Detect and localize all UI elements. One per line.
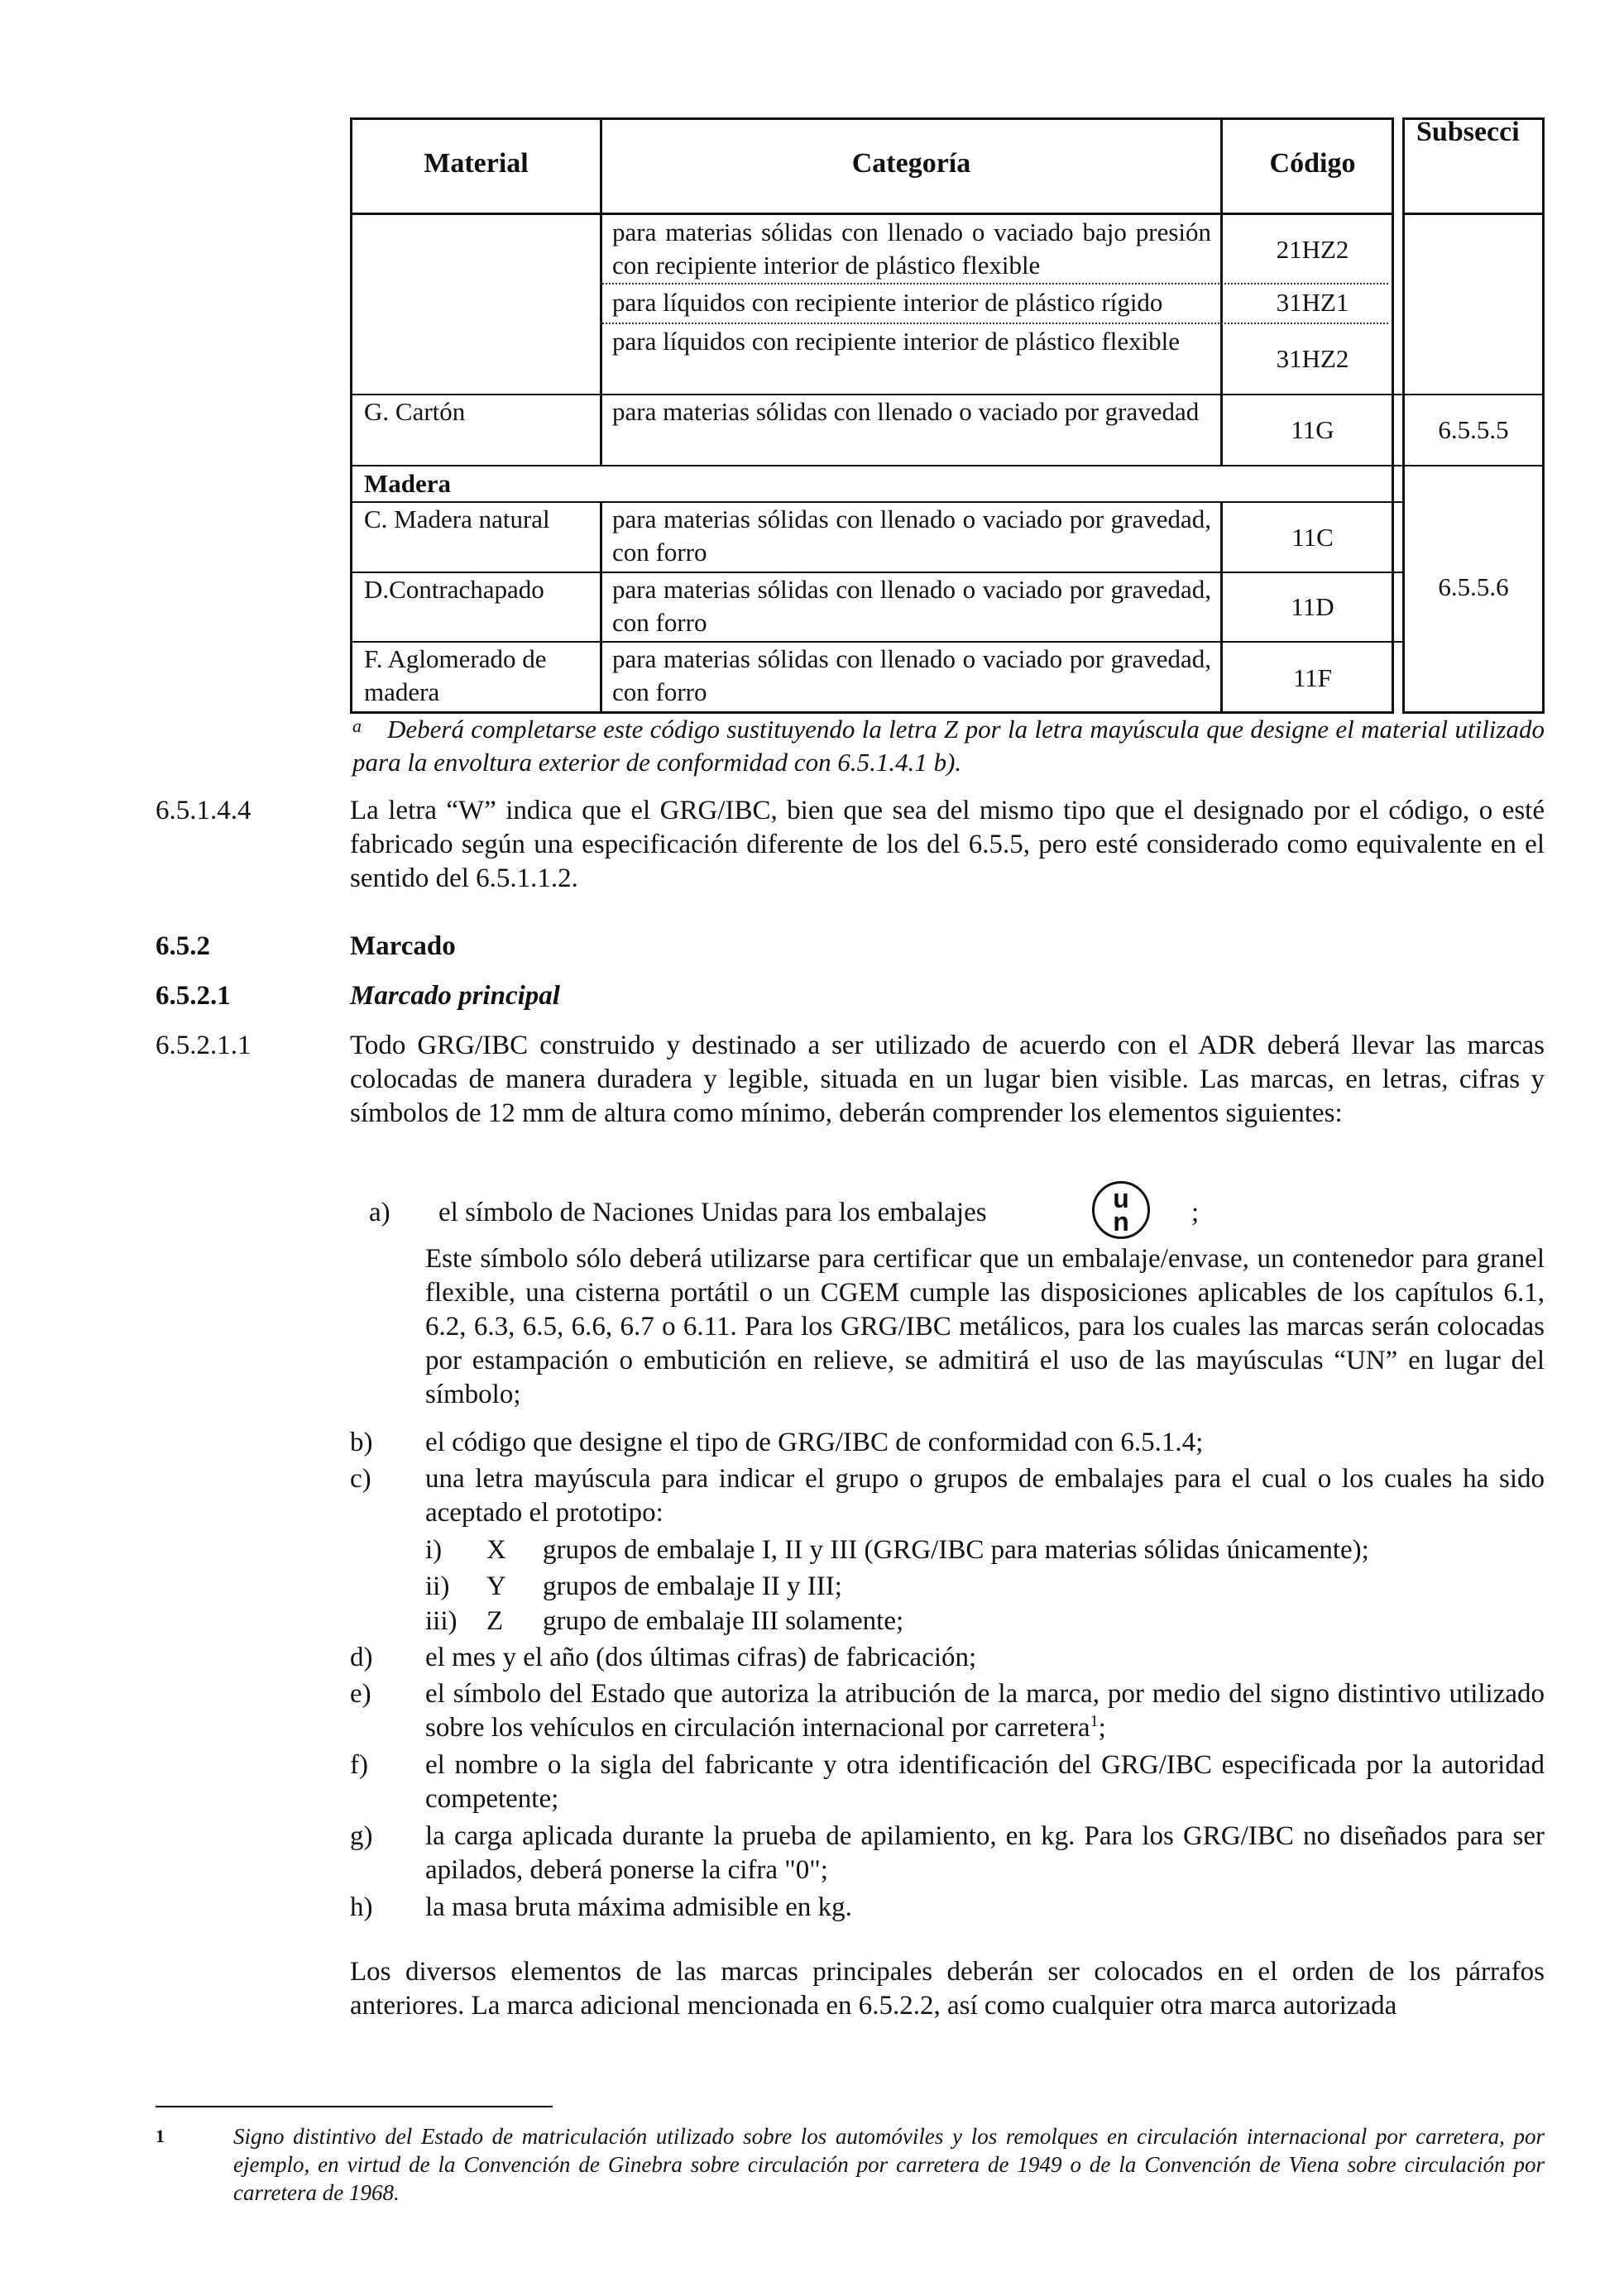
list-label: e) <box>350 1679 371 1709</box>
header-subseccion: Subsecci <box>1416 117 1520 147</box>
list-text: el código que designe el tipo de GRG/IBC de conformidad con 6.5.1.4; <box>425 1428 1204 1457</box>
list-text: una letra mayúscula para indicar el grupo o grupos de embalajes para el cual o los cuales ha sido aceptado el prototipo: <box>425 1464 1545 1528</box>
table-madera-subseccion: 6.5.5.6 <box>1438 572 1509 601</box>
table-row-categoria: para materias sólidas con llenado o vaciado por gravedad, con forro <box>612 505 1211 567</box>
subsection-number: 6.5.2.1 <box>156 981 231 1011</box>
subsection-title: Marcado principal <box>350 981 560 1011</box>
header-categoria: Categoría <box>851 148 971 179</box>
sublist-letter: Z <box>486 1606 504 1636</box>
un-symbol-bottom: n <box>1113 1207 1129 1236</box>
table-row-codigo: 31HZ1 <box>1276 288 1349 317</box>
table-group-madera: Madera <box>364 469 452 498</box>
sublist-number: i) <box>425 1535 443 1565</box>
section-number: 6.5.2 <box>156 931 210 961</box>
table-row-subseccion: 6.5.5.5 <box>1438 415 1509 444</box>
list-text <box>425 1677 1545 1745</box>
sublist-text: grupos de embalaje II y III; <box>543 1571 842 1601</box>
list-label: d) <box>350 1643 373 1672</box>
footnote-ref: 1 <box>1090 1712 1099 1730</box>
table-row-categoria: para líquidos con recipiente interior de plástico rígido <box>612 288 1163 317</box>
table-row-material: F. Aglomerado de madera <box>364 644 547 706</box>
list-semicolon: ; <box>1191 1198 1200 1227</box>
list-text: el símbolo de Naciones Unidas para los embalajes <box>438 1198 987 1227</box>
table-row-material: D.Contrachapado <box>364 575 544 604</box>
sublist-letter: Y <box>486 1571 506 1601</box>
header-codigo: Código <box>1269 148 1356 179</box>
un-symbol-top: u <box>1113 1184 1129 1213</box>
table-row-codigo: 21HZ2 <box>1276 235 1349 264</box>
list-label: a) <box>369 1198 390 1227</box>
sublist-number: iii) <box>425 1606 457 1636</box>
list-label: b) <box>350 1428 373 1457</box>
closing-paragraph: Los diversos elementos de las marcas principales deberán ser colocados en el orden de los párrafos anteriores. La marca adicional mencionada en 6.5.2.2, así como cualquier otra marca autorizada <box>350 1957 1545 2021</box>
table-row-material: G. Cartón <box>364 397 466 426</box>
table-row-codigo: 11D <box>1291 592 1334 621</box>
section-title: Marcado <box>350 931 456 961</box>
sublist-letter: X <box>486 1535 506 1565</box>
list-text: la masa bruta máxima admisible en kg. <box>425 1892 852 1922</box>
sublist-text: grupo de embalaje III solamente; <box>543 1606 904 1636</box>
list-text: el mes y el año (dos últimas cifras) de fabricación; <box>425 1643 977 1672</box>
un-symbol-icon <box>1092 1181 1150 1239</box>
footnote-number: 1 <box>156 2126 165 2146</box>
list-text: el nombre o la sigla del fabricante y otra identificación del GRG/IBC especificada por la autoridad competente; <box>425 1750 1545 1814</box>
list-label: h) <box>350 1892 373 1922</box>
table-footnote <box>352 713 1545 779</box>
list-text-main: el símbolo del Estado que autoriza la atribución de la marca, por medio del signo distintivo utilizado sobre los vehículos en circulación internacional por carretera <box>425 1679 1545 1743</box>
list-label: c) <box>350 1464 371 1494</box>
list-label: g) <box>350 1821 373 1851</box>
table-footnote-mark: a <box>352 715 362 736</box>
table-row-codigo: 11C <box>1291 523 1334 552</box>
table-row-categoria: para líquidos con recipiente interior de plástico flexible <box>612 327 1181 356</box>
table-row-categoria: para materias sólidas con llenado o vaciado por gravedad, con forro <box>612 575 1211 637</box>
list-note: Este símbolo sólo deberá utilizarse para certificar que un embalaje/envase, un contenedor para granel flexible, una cisterna portátil o un CGEM cumple las disposiciones aplicables de los capítulos 6.1, 6.2, 6.3, 6.5, 6.6, 6.7 o 6.11. Para los GRG/IBC metálicos, para los cuales las marcas serán colocadas por estampación o embutición en relieve, se admitirá el uso de las mayúsculas “UN” en lugar del símbolo; <box>425 1244 1545 1409</box>
table-row-categoria: para materias sólidas con llenado o vaciado por gravedad, con forro <box>612 644 1211 706</box>
table-row-categoria: para materias sólidas con llenado o vaciado por gravedad <box>612 397 1200 426</box>
footnote-separator <box>156 2106 553 2107</box>
table-footnote-text: Deberá completarse este código sustituyendo la letra Z por la letra mayúscula que designe el material utilizado para la envoltura exterior de conformidad con 6.5.1.4.1 b). <box>352 715 1545 777</box>
table-row-codigo: 31HZ2 <box>1276 344 1349 373</box>
table-row-codigo: 11G <box>1291 415 1334 444</box>
list-text-end: ; <box>1098 1713 1106 1743</box>
header-material: Material <box>424 148 529 179</box>
table-row-material: C. Madera natural <box>364 505 550 533</box>
sublist-text: grupos de embalaje I, II y III (GRG/IBC para materias sólidas únicamente); <box>543 1535 1369 1565</box>
footnote-text: Signo distintivo del Estado de matriculación utilizado sobre los automóviles y los remolques en circulación internacional por carretera, por ejemplo, en virtud de la Convención de Ginebra sobre circulación por carretera de 1949 o de la Convención de Viena sobre circulación por carretera de 1968. <box>233 2124 1545 2205</box>
paragraph-number: 6.5.2.1.1 <box>156 1031 252 1060</box>
paragraph-text: Todo GRG/IBC construido y destinado a ser utilizado de acuerdo con el ADR deberá llevar las marcas colocadas de manera duradera y legible, situada en un lugar bien visible. Las marcas, en letras, cifras y símbolos de 12 mm de altura como mínimo, deberán comprender los elementos siguientes: <box>350 1031 1545 1128</box>
paragraph-text: La letra “W” indica que el GRG/IBC, bien que sea del mismo tipo que el designado por el código, o esté fabricado según una especificación diferente de los del 6.5.5, pero esté considerado como equivalente en el sentido del 6.5.1.1.2. <box>350 796 1545 893</box>
paragraph-number: 6.5.1.4.4 <box>156 796 252 825</box>
list-text: la carga aplicada durante la prueba de apilamiento, en kg. Para los GRG/IBC no diseñados para ser apilados, deberá ponerse la cifra "0"; <box>425 1821 1545 1885</box>
sublist-number: ii) <box>425 1571 450 1601</box>
table-row-categoria: para materias sólidas con llenado o vaciado bajo presión con recipiente interior de plástico flexible <box>612 218 1211 280</box>
list-label: f) <box>350 1750 368 1780</box>
table-row-codigo: 11F <box>1292 663 1333 692</box>
